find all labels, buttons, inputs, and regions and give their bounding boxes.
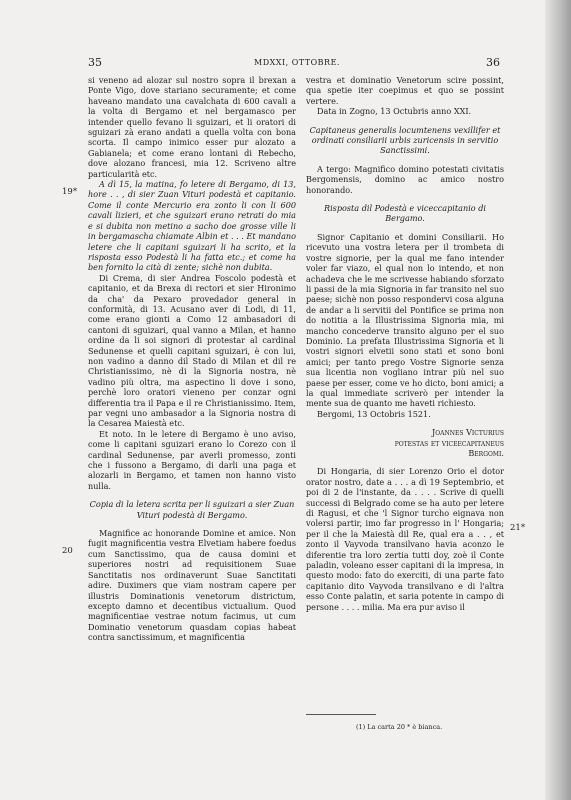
paragraph: A dì 15, la matina, fo letere di Bergamo, di 13, hore . . , di sier Zuan Vituri podestà et capitanio. Come il conte Mercurio era zonto li con li 600 cavali lizieri, et che sguizari erano retrati do mia e si dubita non metino a sacho doe grosse ville li in bergamascha chiamate Albin et . . . Et mandano letere che li capitani sguizari li ha scrito, et la risposta esso Podestà li ha fatta etc.; et come ha ben fornito la cità di zente; sichè non dubita. (88, 179, 296, 273)
page-edge-shadow (545, 0, 571, 800)
paragraph: si veneno ad alozar sul nostro sopra il brexan a Ponte Vigo, dove stariano securamente; et come haveano mandato una cavalchata di 600 cavali a la volta di Bergamo et nel bergamasco per intender quello fevano li sguizari, et li oratori di sguizari zà erano andati a quella volta con bona scorta. Il campo inimico esser pur alozato a Gabianela; et come erano lontani di Rebecho, dove alozano francesi, mia 12. Scriveno altre particularità etc. (88, 75, 296, 179)
paragraph: A tergo: Magnifico domino potestati civitatis Bergomensis, domino ac amico nostro honorando. (306, 163, 504, 195)
paragraph: vestra et dominatio Venetorum scire possint, qua spetie iter coepimus et quo se possint vertere. (306, 75, 504, 106)
left-column (88, 75, 296, 643)
margin-number-20: 20 (62, 546, 73, 556)
date-line: Data in Zogno, 13 Octubris anno XXI. (317, 106, 472, 117)
footnote-rule (306, 714, 376, 715)
paragraph: Di Crema, di sier Andrea Foscolo podestà et capitanio, et da Brexa di rectori et sier Hironimo da cha' da Pexaro provedador general in conformità, di 13. Acusano aver di Lodi, di 11, come erano gionti a Como 12 ambasadori di cantoni di sguizari, qual vanno a Milan, et hanno ordine da li soi signori di protestar al cardinal Sedunense et quelli capitani sguizari, è con lui, non vadino a danno dil Stado di Milan et dil re Christianissimo, nè di la Signoria nostra, nè vadino più oltra, ma aspectino li dove i sono, perchè loro oratori vieneno per conzar ogni differentia tra il Papa e il re Christianissimo. Item, par vegni uno ambasador a la Signoria nostra di la Cesarea Maiestà etc. (88, 272, 296, 429)
right-column (306, 75, 504, 612)
date-line: Bergomi, 13 Octobris 1521. (317, 408, 431, 419)
paragraph: Et noto. In le letere di Bergamo è uno aviso, come li capitani sguizari erano lo Corezo con il cardinal Sedunense, par averli promesso, zonti che i fussono a Bergamo, di darli una paga et alozarli in Bergamo, et tamen non hanno visto nulla. (88, 428, 296, 491)
signature-place: Bergomi. (468, 448, 504, 458)
signoff: Capitaneus generalis locumtenens vexillifer et ordinati consiliarii urbis zuricensis in servitio Sanctissimi. (309, 124, 501, 156)
running-header: MDXXI, OTTOBRE. (254, 58, 340, 67)
paragraph: Di Hongaria, di sier Lorenzo Orio el dotor orator nostro, date a . . . a dì 19 Septembrio, et poi di 2 de l'instante, da . . . . Scrive di quelli successi di Belgrado come se ha auto per letere di Ragusi, et che 'l Signor turcho eignava non volersi partir, imo far progresso in l' Hongaria; per il che la Maiestà dil Re, qual era a . . , et zonto il Vayvoda transilvano havia aconzo le diferentie tra loro zertia tutti doy, zoè il Conte paladin, voleano esser capitani di la impresa, in questo modo: fato do exerciti, di una parte fato capitanio dito Vayvoda transilvano e di l'altra esso Conte palatin, et saria potente in campo di persone . . . . milia. Ma era pur aviso il (306, 466, 504, 612)
margin-number-21: 21* (510, 523, 526, 533)
paragraph: Magnifice ac honorande Domine et amice. Non fugit magnificentia vestra Elvetiam habere foedus cum Sanctissimo, qua de causa domini et superiores nostri ad requisitionem Suae Sanctitatis nos ordinaverunt Suae Sanctitati adire. Duximers que viam nostram capere per illustris Dominationis venetorum districtum, excepto damno et decentibus victualium. Quod magnificentiae vestrae notum facimus, ut cum Dominatio venetorum quasdam copias habeat contra sanctissimum, et magnificentia (88, 528, 296, 643)
signature-title: potestas et viceecapitaneus (394, 437, 504, 448)
signature: Joannes Victurius (432, 427, 504, 438)
section-heading: Risposta dil Podestà e viceccapitanio di Bergamo. (324, 203, 486, 224)
section-heading: Copia di la letera scrita per li sguizari a sier Zuan Vituri podestà di Bergamo. (89, 499, 295, 520)
footnote: (1) La carta 20 * è bianca. (356, 723, 443, 731)
page-number-right: 36 (486, 56, 500, 69)
margin-number-19: 19* (62, 187, 78, 197)
page-number-left: 35 (88, 56, 102, 69)
paragraph: Signor Capitanio et domini Consiliarii. Ho ricevuto una vostra letera per il trombeta di vostre signorie, per la qual me fano intender voler far viazo, el qual non lo intendo, et non achadeva che le me scrivesse habiando sforzato li passi de la mia Signoria in far transito nel suo paese; sichè non posso respondervi cosa alguna de andar a li servitii del Pontifice se prima non do notitia a la Illustrissima Signoria mia, mi mancho concederve transito alguno per el suo Dominio. La prefata Illustrissima Signoria et li vostri signori elvetii sono stati et sono boni amici; per tanto prego Vostre Signorie senza sua licentia non vogliano intrar più nel suo paese per esser, come ve ho dicto, boni amici; a la qual immediate scriverò per intender la mente sua de quanto me haveti richiesto. (306, 231, 504, 409)
